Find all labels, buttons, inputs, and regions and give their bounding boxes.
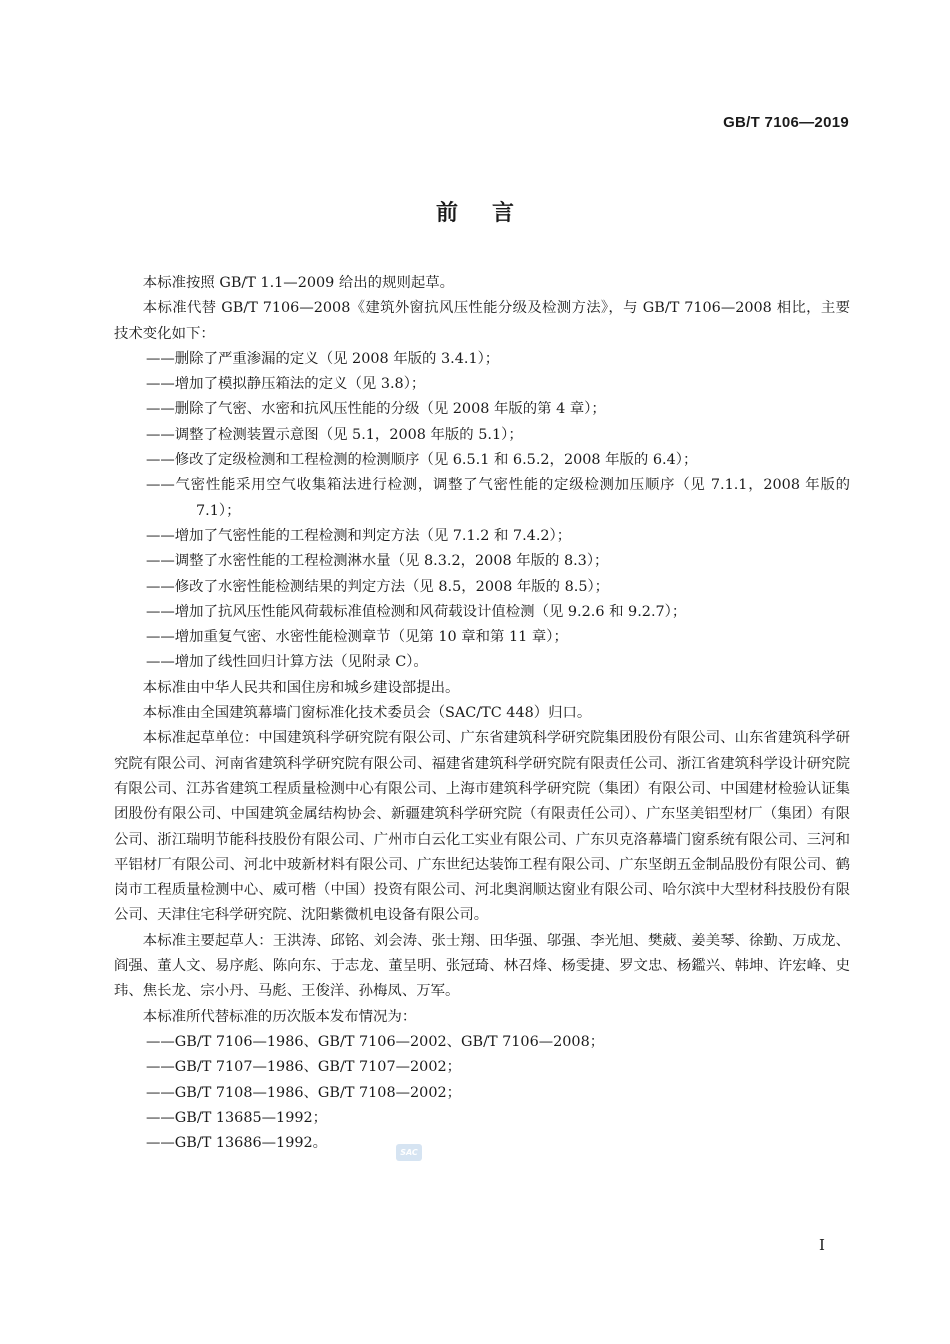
list-item: ——GB/T 13685—1992； <box>146 1109 328 1126</box>
paragraph-history: 本标准所代替标准的历次版本发布情况为： <box>142 1008 417 1025</box>
list-item: ——修改了水密性能检测结果的判定方法（见 8.5，2008 年版的 8.5）； <box>146 578 610 595</box>
paragraph-proposer: 本标准由中华人民共和国住房和城乡建设部提出。 <box>142 679 460 696</box>
list-item: ——删除了气密、水密和抗风压性能的分级（见 2008 年版的第 4 章）； <box>146 401 606 418</box>
paragraph-drafting-units: 本标准起草单位：中国建筑科学研究院有限公司、广东省建筑科学研究院集团股份有限公司、山东省建筑科学研究院有限公司、河南省建筑科学研究院有限公司、福建省建筑科学研究院有限责任公司、浙江省建筑科学设计研究院有限公司、江苏省建筑工程质量检测中心有限公司、上海市建筑科学研究院（集团）有限公司、中国建材检验认证集团股份有限公司、中国建筑金属结构协会、新疆建筑科学研究院（有限责任公司）、广东坚美铝型材厂（集团）有限公司、浙江瑞明节能科技股份有限公司、广州市白云化工实业有限公司、广东贝克洛幕墙门窗系统有限公司、三河和平铝材厂有限公司、河北中玻新材料有限公司、广东世纪达装饰工程有限公司、广东坚朗五金制品股份有限公司、鹤岗市工程质量检测中心、威可楷（中国）投资有限公司、河北奥润顺达窗业有限公司、哈尔滨中大型材科技股份有限公司、天津住宅科学研究院、沈阳紫微机电设备有限公司。 <box>114 730 850 924</box>
list-item: ——GB/T 7106—1986、GB/T 7106—2002、GB/T 7106—2008； <box>146 1033 605 1050</box>
paragraph-drafting-rule: 本标准按照 GB/T 1.1—2009 给出的规则起草。 <box>142 275 455 291</box>
sac-watermark: SAC <box>396 1144 422 1161</box>
list-item: ——GB/T 13686—1992。 <box>146 1135 328 1152</box>
list-item: ——增加了模拟静压箱法的定义（见 3.8）； <box>146 376 426 393</box>
paragraph-drafters: 本标准主要起草人：王洪涛、邱铭、刘会涛、张士翔、田华强、邬强、李光旭、樊葳、姜美琴、徐勤、万成龙、阎强、董人文、易序彪、陈向东、于志龙、董呈明、张冠琦、林召烽、杨雯捷、罗文忠、杨鑑兴、韩坤、许宏峰、史玮、焦长龙、宗小丹、马彪、王俊洋、孙梅凤、万军。 <box>114 932 850 1000</box>
list-item: ——增加了线性回归计算方法（见附录 C）。 <box>146 654 428 671</box>
list-item: ——气密性能采用空气收集箱法进行检测，调整了气密性能的定级检测加压顺序（见 7.1.1，2008 年版的 7.1）； <box>146 477 850 519</box>
list-item: ——GB/T 7107—1986、GB/T 7107—2002； <box>146 1059 462 1076</box>
list-item: ——删除了严重渗漏的定义（见 2008 年版的 3.4.1）； <box>146 350 500 367</box>
standard-number: GB/T 7106—2019 <box>723 114 849 131</box>
foreword-body <box>114 271 850 1156</box>
paragraph-committee: 本标准由全国建筑幕墙门窗标准化技术委员会（SAC/TC 448）归口。 <box>142 705 592 722</box>
list-item: ——增加了抗风压性能风荷载标准值检测和风荷载设计值检测（见 9.2.6 和 9.2.7）； <box>146 603 687 620</box>
list-item: ——调整了水密性能的工程检测淋水量（见 8.3.2，2008 年版的 8.3）； <box>146 553 609 570</box>
list-item: ——增加了气密性能的工程检测和判定方法（见 7.1.2 和 7.4.2）； <box>146 527 572 544</box>
list-item: ——GB/T 7108—1986、GB/T 7108—2002； <box>146 1084 462 1101</box>
list-item: ——增加重复气密、水密性能检测章节（见第 10 章和第 11 章）； <box>146 629 568 646</box>
list-item: ——调整了检测装置示意图（见 5.1，2008 年版的 5.1）； <box>146 426 523 443</box>
page-number: I <box>819 1236 825 1254</box>
list-item: ——修改了定级检测和工程检测的检测顺序（见 6.5.1 和 6.5.2，2008 年版的 6.4）； <box>146 452 698 469</box>
paragraph-replacement: 本标准代替 GB/T 7106—2008《建筑外窗抗风压性能分级及检测方法》，与 GB/T 7106—2008 相比，主要技术变化如下： <box>114 300 850 342</box>
page-title: 前言 <box>435 201 548 226</box>
